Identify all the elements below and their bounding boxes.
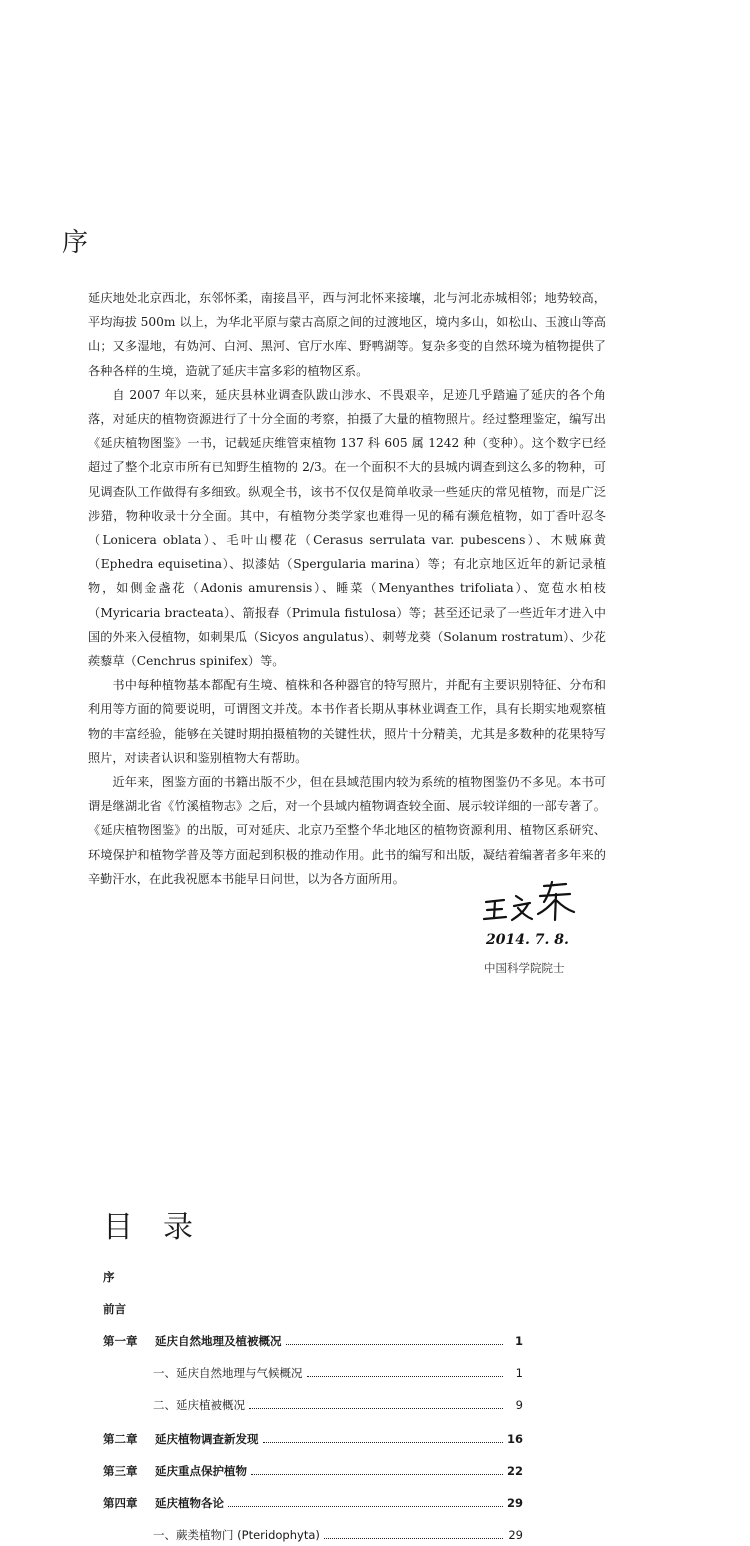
- toc-chapter-number: 第三章: [103, 1464, 138, 1478]
- preface-paragraph: 自 2007 年以来，延庆县林业调查队跋山涉水、不畏艰辛，足迹几乎踏遍了延庆的各个角落，对延庆的植物资源进行了十分全面的考察，拍摄了大量的植物照片。经过整理鉴定，编写出《延庆植物图鉴》一书，记载延庆维管束植物 137 科 605 属 1242 种（变种）。这个数字已经超过了整个北京市所有已知野生植物的 2/3。在一个面积不大的县城内调查到这么多的物种，可见调查队工作做得有多细致。纵观全书，该书不仅仅是简单收录一些延庆的常见植物，而是广泛涉猎，物种收录十分全面。其中，有植物分类学家也难得一见的稀有濒危植物，如丁香叶忍冬（Lonicera oblata）、毛叶山樱花（Cerasus serrulata var. pubescens）、木贼麻黄（Ephedra equisetina）、拟漆姑（Spergularia marina）等；有北京地区近年的新记录植物，如侧金盏花（Adonis amurensis）、睡菜（Menyanthes trifoliata）、宽苞水柏枝（Myricaria bracteata）、箭报春（Primula fistulosa）等；甚至还记录了一些近年才进入中国的外来入侵植物，如刺果瓜（Sicyos angulatus）、刺萼龙葵（Solanum rostratum）、少花蒺藜草（Cenchrus spinifex）等。: [88, 387, 606, 669]
- toc-page-number: 29: [507, 1496, 524, 1510]
- preface-paragraph: 近年来，图鉴方面的书籍出版不少，但在县域范围内较为系统的植物图鉴仍不多见。本书可谓是继湖北省《竹溪植物志》之后，对一个县域内植物调查较全面、展示较详细的一部专著了。《延庆植物图鉴》的出版，可对延庆、北京乃至整个华北地区的植物资源利用、植物区系研究、环境保护和植物学普及等方面起到积极的推动作用。此书的编写和出版，凝结着编著者多年来的辛勤汗水，在此我祝愿本书能早日问世，以为各方面所用。: [88, 775, 606, 886]
- toc-leader-dots: [286, 1344, 504, 1345]
- toc-leader-dots: [251, 1474, 503, 1475]
- toc-entry-chapter-1[interactable]: [103, 1332, 523, 1350]
- toc-entry-section-4-1[interactable]: [103, 1526, 523, 1544]
- toc-leader-dots: [249, 1408, 503, 1409]
- toc-entry-section-1-1[interactable]: [103, 1364, 523, 1382]
- toc-page-number: 29: [508, 1528, 523, 1542]
- signer-title: 中国科学院院士: [484, 961, 565, 975]
- toc-entry-preface[interactable]: [103, 1268, 523, 1286]
- toc-entry-chapter-2[interactable]: [103, 1430, 523, 1448]
- preface-paragraph: 书中每种植物基本都配有生境、植株和各种器官的特写照片，并配有主要识别特征、分布和利用等方面的简要说明，可谓图文并茂。本书作者长期从事林业调查工作，具有长期实地观察植物的丰富经验，能够在关键时期拍摄植物的关键性状，照片十分精美，尤其是多数种的花果特写照片，对读者认识和鉴别植物大有帮助。: [88, 678, 606, 765]
- toc-entry-foreword[interactable]: [103, 1300, 523, 1318]
- toc-entry-label: 前言: [103, 1302, 126, 1316]
- toc-entry-chapter-4[interactable]: [103, 1494, 523, 1512]
- toc-chapter-number: 第一章: [103, 1334, 138, 1348]
- toc-page-number: 22: [507, 1464, 524, 1478]
- toc-title: 目录: [103, 1210, 223, 1245]
- toc-entry-label: 延庆植物各论: [155, 1496, 224, 1510]
- toc-page-number: 16: [507, 1432, 524, 1446]
- toc-entry-label: 延庆植物调查新发现: [155, 1432, 259, 1446]
- toc-page-number: 1: [515, 1366, 523, 1380]
- toc-entry-label: 延庆自然地理及植被概况: [155, 1334, 282, 1348]
- toc-entry-label: 一、蕨类植物门 (Pteridophyta): [153, 1528, 320, 1542]
- toc-entry-label: 延庆重点保护植物: [155, 1464, 247, 1478]
- toc-leader-dots: [307, 1376, 504, 1377]
- signature-date: 2014. 7. 8.: [486, 932, 569, 948]
- toc-entry-section-1-2[interactable]: [103, 1396, 523, 1414]
- toc-entry-label: 二、延庆植被概况: [153, 1398, 245, 1412]
- toc-page-number: 1: [514, 1334, 523, 1348]
- toc-chapter-number: 第四章: [103, 1496, 138, 1510]
- toc-leader-dots: [228, 1506, 503, 1507]
- toc-leader-dots: [263, 1442, 504, 1443]
- toc-chapter-number: 第二章: [103, 1432, 138, 1446]
- toc-entry-chapter-3[interactable]: [103, 1462, 523, 1480]
- preface-title: 序: [62, 228, 89, 258]
- toc-entry-label: 序: [103, 1270, 115, 1284]
- toc-entry-label: 一、延庆自然地理与气候概况: [153, 1366, 303, 1380]
- toc-leader-dots: [324, 1538, 503, 1539]
- handwritten-signature: [478, 880, 588, 950]
- toc-page-number: 9: [515, 1398, 523, 1412]
- preface-paragraph: 延庆地处北京西北，东邻怀柔，南接昌平，西与河北怀来接壤，北与河北赤城相邻；地势较高，平均海拔 500m 以上，为华北平原与蒙古高原之间的过渡地区，境内多山，如松山、玉渡山等高山；又多湿地，有妫河、白河、黑河、官厅水库、野鸭湖等。复杂多变的自然环境为植物提供了各种各样的生境，造就了延庆丰富多彩的植物区系。: [88, 291, 606, 378]
- preface-body: [88, 286, 606, 891]
